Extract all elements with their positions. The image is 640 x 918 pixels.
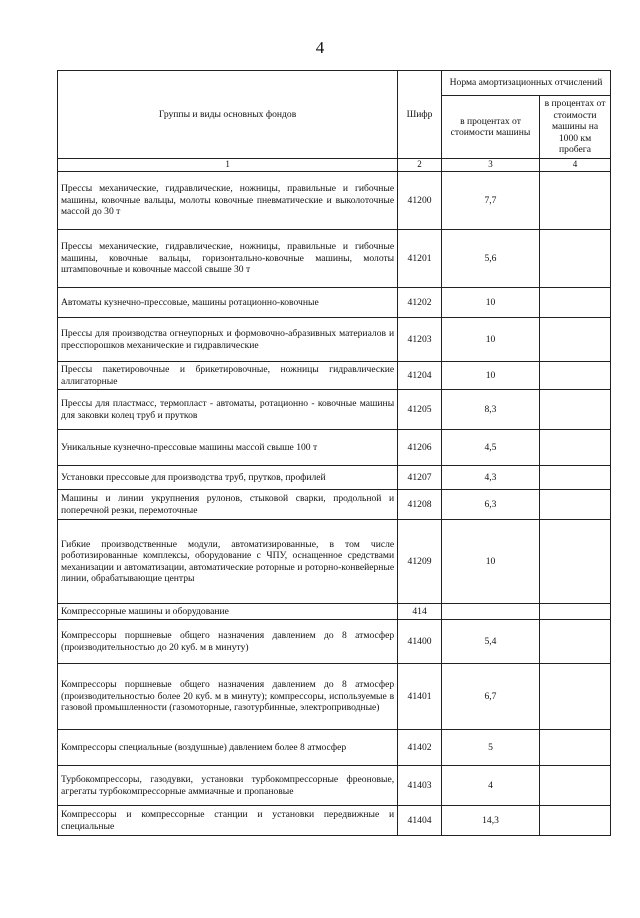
- table-row: [58, 766, 611, 806]
- cipher-cell: 41200: [398, 172, 442, 230]
- cipher-cell: 41201: [398, 230, 442, 288]
- pct-mileage-cell: [540, 172, 611, 230]
- table-row: [58, 230, 611, 288]
- norm-column-header: Норма амортизационных отчислений: [441, 71, 610, 96]
- pct-mileage-cell: [540, 430, 611, 466]
- cipher-column-header: Шифр: [398, 71, 442, 159]
- pct-machine-cell: 6,3: [441, 490, 539, 520]
- cipher-cell: 41402: [398, 730, 442, 766]
- pct-mileage-cell: [540, 520, 611, 604]
- cipher-cell: 41400: [398, 620, 442, 664]
- pct-machine-cell: 4,5: [441, 430, 539, 466]
- table-row: [58, 730, 611, 766]
- table-row: [58, 490, 611, 520]
- depreciation-norms-table: [57, 70, 611, 836]
- cipher-cell: 41202: [398, 288, 442, 318]
- column-number: 4: [540, 159, 611, 172]
- asset-name-cell: Компрессоры специальные (воздушные) давлением более 8 атмосфер: [58, 730, 398, 766]
- cipher-cell: 41401: [398, 664, 442, 730]
- cipher-cell: 41203: [398, 318, 442, 362]
- column-number: 3: [441, 159, 539, 172]
- asset-name-cell: Компрессоры и компрессорные станции и установки передвижные и специальные: [58, 806, 398, 836]
- asset-name-cell: Установки прессовые для производства труб, прутков, профилей: [58, 466, 398, 490]
- pct-mileage-cell: [540, 766, 611, 806]
- asset-name-cell: Компрессоры поршневые общего назначения давлением до 8 атмосфер (производительностью до 20 куб. м в минуту): [58, 620, 398, 664]
- asset-name-cell: Прессы для производства огнеупорных и формовочно-абразивных материалов и пресспорошков механические и гидравлические: [58, 318, 398, 362]
- cipher-cell: 41206: [398, 430, 442, 466]
- pct-machine-cell: 10: [441, 520, 539, 604]
- table-row: [58, 430, 611, 466]
- table-row: [58, 806, 611, 836]
- pct-machine-cell: 14,3: [441, 806, 539, 836]
- table-row: [58, 520, 611, 604]
- pct-mileage-cell: [540, 604, 611, 620]
- asset-name-cell: Компрессорные машины и оборудование: [58, 604, 398, 620]
- pct-machine-cell: [441, 604, 539, 620]
- table-row: [58, 288, 611, 318]
- asset-name-cell: Гибкие производственные модули, автоматизированные, в том числе роботизированные комплексы, оборудование с ЧПУ, оснащенное средствами механизации и автоматизации, автоматические роторные и роторно-конвейерные линии, обрабатывающие центры: [58, 520, 398, 604]
- pct-mileage-cell: [540, 730, 611, 766]
- cipher-cell: 41204: [398, 362, 442, 390]
- page-number: 4: [315, 38, 325, 57]
- asset-name-cell: Компрессоры поршневые общего назначения давлением до 8 атмосфер (производительностью более 20 куб. м в минуту); компрессоры, используемые в газовой промышленности (газомоторные, газотурбинные, электроприводные): [58, 664, 398, 730]
- cipher-cell: 41205: [398, 390, 442, 430]
- cipher-cell: 41208: [398, 490, 442, 520]
- pct-machine-cell: 10: [441, 288, 539, 318]
- table-row: [58, 362, 611, 390]
- pct-mileage-cell: [540, 806, 611, 836]
- pct-mileage-cell: [540, 664, 611, 730]
- pct-machine-cell: 10: [441, 318, 539, 362]
- pct-machine-cell: 5: [441, 730, 539, 766]
- pct-mileage-cell: [540, 230, 611, 288]
- pct-mileage-cell: [540, 620, 611, 664]
- table-row: [58, 172, 611, 230]
- table-row: [58, 318, 611, 362]
- asset-name-cell: Машины и линии укрупнения рулонов, стыковой сварки, продольной и поперечной резки, перемоточные: [58, 490, 398, 520]
- asset-name-cell: Прессы пакетировочные и брикетировочные, ножницы гидравлические аллигаторные: [58, 362, 398, 390]
- pct-machine-header: в процентах от стоимости машины: [441, 96, 539, 159]
- column-number: 1: [58, 159, 398, 172]
- cipher-cell: 41207: [398, 466, 442, 490]
- pct-machine-cell: 6,7: [441, 664, 539, 730]
- pct-mileage-cell: [540, 288, 611, 318]
- pct-mileage-cell: [540, 466, 611, 490]
- pct-machine-cell: 7,7: [441, 172, 539, 230]
- table-body: [58, 172, 611, 836]
- cipher-cell: 41209: [398, 520, 442, 604]
- table-row: [58, 664, 611, 730]
- pct-machine-cell: 8,3: [441, 390, 539, 430]
- table-row: [58, 620, 611, 664]
- pct-machine-cell: 10: [441, 362, 539, 390]
- table-row: [58, 466, 611, 490]
- asset-name-cell: Прессы механические, гидравлические, ножницы, правильные и гибочные машины, ковочные вальцы, горизонтально-ковочные машины, молоты штамповочные и ковочные массой свыше 30 т: [58, 230, 398, 288]
- asset-name-cell: Уникальные кузнечно-прессовые машины массой свыше 100 т: [58, 430, 398, 466]
- cipher-cell: 414: [398, 604, 442, 620]
- cipher-cell: 41403: [398, 766, 442, 806]
- pct-machine-cell: 5,4: [441, 620, 539, 664]
- pct-machine-cell: 5,6: [441, 230, 539, 288]
- groups-column-header: Группы и виды основных фондов: [58, 71, 398, 159]
- table-row: [58, 390, 611, 430]
- pct-mileage-cell: [540, 490, 611, 520]
- pct-mileage-cell: [540, 362, 611, 390]
- asset-name-cell: Автоматы кузнечно-прессовые, машины ротационно-ковочные: [58, 288, 398, 318]
- pct-machine-cell: 4,3: [441, 466, 539, 490]
- asset-name-cell: Турбокомпрессоры, газодувки, установки турбокомпрессорные фреоновые, агрегаты турбокомпрессорные аммиачные и пропановые: [58, 766, 398, 806]
- asset-name-cell: Прессы механические, гидравлические, ножницы, правильные и гибочные машины, ковочные вальцы, молоты ковочные пневматические и выколоточные массой до 30 т: [58, 172, 398, 230]
- column-number: 2: [398, 159, 442, 172]
- pct-mileage-header: в процентах от стоимости машины на 1000 км пробега: [540, 96, 611, 159]
- pct-machine-cell: 4: [441, 766, 539, 806]
- cipher-cell: 41404: [398, 806, 442, 836]
- pct-mileage-cell: [540, 390, 611, 430]
- pct-mileage-cell: [540, 318, 611, 362]
- asset-name-cell: Прессы для пластмасс, термопласт - автоматы, ротационно - ковочные машины для заковки колец труб и прутков: [58, 390, 398, 430]
- table-row: [58, 604, 611, 620]
